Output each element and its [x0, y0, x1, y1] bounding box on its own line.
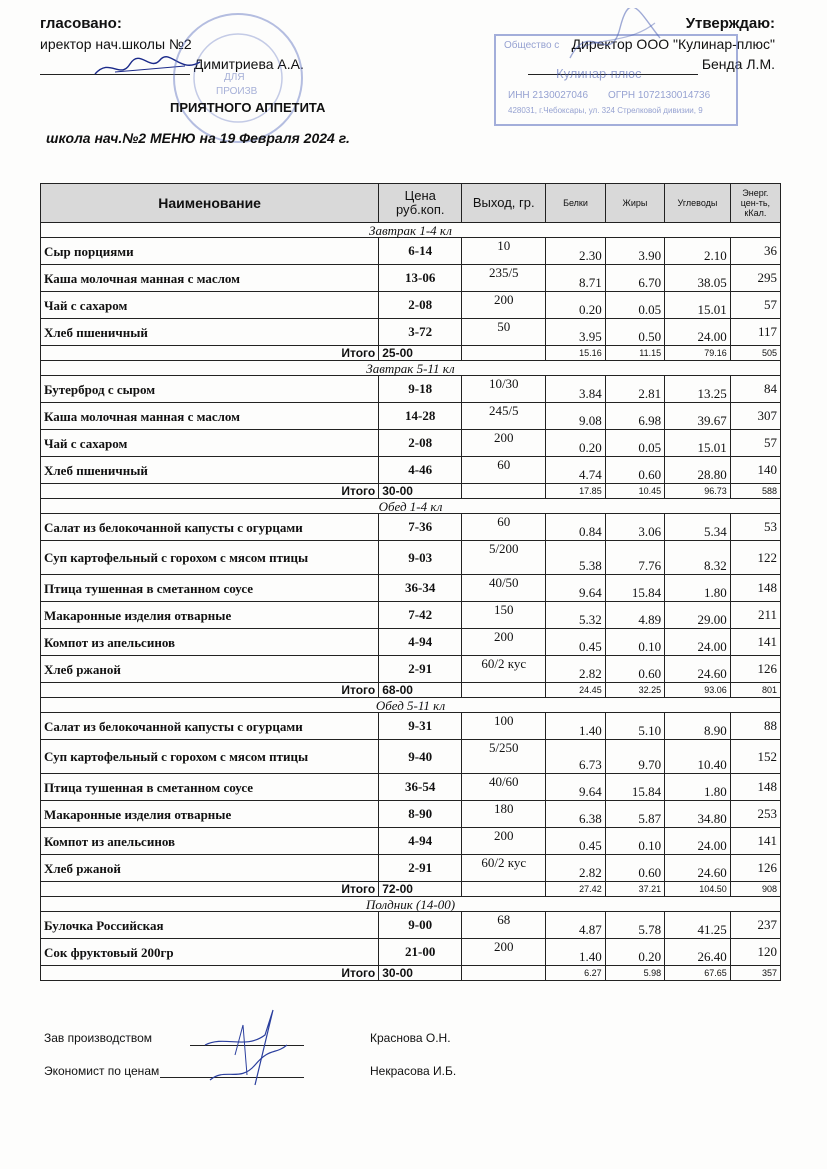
dish-name: Салат из белокочанной капусты с огурцами — [41, 713, 379, 740]
table-row — [41, 265, 781, 292]
dish-fat: 0.10 — [605, 828, 664, 855]
dish-price: 14-28 — [379, 403, 462, 430]
dish-fat: 3.06 — [605, 514, 664, 541]
total-label: Итого — [41, 346, 379, 361]
dish-carbs: 41.25 — [665, 912, 731, 939]
total-yield-empty — [462, 346, 546, 361]
dish-energy: 126 — [730, 656, 780, 683]
total-protein: 27.42 — [546, 882, 605, 897]
total-energy: 505 — [730, 346, 780, 361]
total-row — [41, 484, 781, 499]
total-price: 30-00 — [379, 484, 462, 499]
dish-energy: 295 — [730, 265, 780, 292]
dish-name: Хлеб ржаной — [41, 656, 379, 683]
dish-fat: 5.78 — [605, 912, 664, 939]
footer-name-production: Краснова О.Н. — [370, 1031, 451, 1045]
dish-carbs: 15.01 — [665, 292, 731, 319]
dish-name: Чай с сахаром — [41, 430, 379, 457]
table-row — [41, 403, 781, 430]
dish-price: 2-91 — [379, 656, 462, 683]
dish-fat: 0.10 — [605, 629, 664, 656]
dish-protein: 1.40 — [546, 713, 605, 740]
dish-protein: 2.82 — [546, 855, 605, 882]
total-label: Итого — [41, 484, 379, 499]
dish-carbs: 15.01 — [665, 430, 731, 457]
dish-fat: 3.90 — [605, 238, 664, 265]
total-energy: 908 — [730, 882, 780, 897]
svg-text:ПРОИЗВ: ПРОИЗВ — [216, 86, 258, 97]
dish-carbs: 24.60 — [665, 855, 731, 882]
dish-price: 13-06 — [379, 265, 462, 292]
dish-price: 36-34 — [379, 575, 462, 602]
dish-energy: 126 — [730, 855, 780, 882]
dish-protein: 9.64 — [546, 575, 605, 602]
approved-title: Утверждаю: — [685, 15, 775, 32]
total-carbs: 93.06 — [665, 683, 731, 698]
dish-price: 9-03 — [379, 541, 462, 575]
dish-carbs: 34.80 — [665, 801, 731, 828]
dish-fat: 6.98 — [605, 403, 664, 430]
table-row — [41, 912, 781, 939]
table-row — [41, 319, 781, 346]
dish-protein: 0.20 — [546, 292, 605, 319]
stamp-inn-text: ИНН 2130027046 — [508, 90, 589, 101]
dish-price: 21-00 — [379, 939, 462, 966]
dish-energy: 152 — [730, 740, 780, 774]
dish-carbs: 2.10 — [665, 238, 731, 265]
footer-signatures — [195, 1005, 295, 1090]
dish-energy: 253 — [730, 801, 780, 828]
total-yield-empty — [462, 683, 546, 698]
total-energy: 801 — [730, 683, 780, 698]
total-yield-empty — [462, 966, 546, 981]
dish-yield: 200 — [462, 939, 546, 966]
dish-name: Хлеб пшеничный — [41, 319, 379, 346]
section-title: Завтрак 1-4 кл — [41, 223, 781, 238]
approved-role: Директор ООО "Кулинар-плюс" — [571, 36, 775, 52]
dish-fat: 0.60 — [605, 457, 664, 484]
dish-carbs: 28.80 — [665, 457, 731, 484]
header-price: Цена руб.коп. — [379, 184, 462, 223]
dish-name: Сок фруктовый 200гр — [41, 939, 379, 966]
menu-title: школа нач.№2 МЕНЮ на 19 Февраля 2024 г. — [46, 130, 350, 146]
dish-name: Сыр порциями — [41, 238, 379, 265]
table-row — [41, 629, 781, 656]
dish-carbs: 26.40 — [665, 939, 731, 966]
subtitle: ПРИЯТНОГО АППЕТИТА — [170, 100, 326, 115]
dish-price: 2-08 — [379, 292, 462, 319]
menu-body — [41, 223, 781, 981]
approved-signature-line — [528, 54, 698, 75]
table-row — [41, 828, 781, 855]
total-yield-empty — [462, 484, 546, 499]
dish-carbs: 8.32 — [665, 541, 731, 575]
dish-carbs: 5.34 — [665, 514, 731, 541]
dish-yield: 235/5 — [462, 265, 546, 292]
dish-protein: 0.45 — [546, 828, 605, 855]
dish-fat: 0.50 — [605, 319, 664, 346]
total-carbs: 67.65 — [665, 966, 731, 981]
dish-fat: 0.60 — [605, 855, 664, 882]
dish-protein: 2.30 — [546, 238, 605, 265]
footer-role-production: Зав производством — [44, 1031, 152, 1045]
dish-price: 36-54 — [379, 774, 462, 801]
dish-yield: 150 — [462, 602, 546, 629]
dish-energy: 141 — [730, 629, 780, 656]
dish-protein: 4.74 — [546, 457, 605, 484]
dish-price: 6-14 — [379, 238, 462, 265]
dish-name: Чай с сахаром — [41, 292, 379, 319]
total-fat: 37.21 — [605, 882, 664, 897]
header-yield: Выход, гр. — [462, 184, 546, 223]
total-protein: 6.27 — [546, 966, 605, 981]
dish-carbs: 8.90 — [665, 713, 731, 740]
section-row — [41, 361, 781, 376]
total-row — [41, 683, 781, 698]
dish-name: Суп картофельный с горохом с мясом птицы — [41, 740, 379, 774]
table-row — [41, 376, 781, 403]
total-price: 30-00 — [379, 966, 462, 981]
total-fat: 32.25 — [605, 683, 664, 698]
dish-price: 4-94 — [379, 629, 462, 656]
section-row — [41, 499, 781, 514]
dish-carbs: 24.60 — [665, 656, 731, 683]
dish-name: Каша молочная манная с маслом — [41, 265, 379, 292]
total-label: Итого — [41, 683, 379, 698]
table-row — [41, 514, 781, 541]
dish-price: 4-94 — [379, 828, 462, 855]
dish-protein: 4.87 — [546, 912, 605, 939]
dish-energy: 57 — [730, 430, 780, 457]
dish-carbs: 13.25 — [665, 376, 731, 403]
dish-yield: 5/200 — [462, 541, 546, 575]
dish-protein: 3.84 — [546, 376, 605, 403]
stamp-name-text: Кулинар-плюс — [556, 66, 642, 81]
dish-price: 8-90 — [379, 801, 462, 828]
header-protein: Белки — [546, 184, 605, 223]
section-row — [41, 897, 781, 912]
dish-fat: 15.84 — [605, 774, 664, 801]
table-row — [41, 292, 781, 319]
approval-signature — [90, 52, 210, 82]
dish-energy: 211 — [730, 602, 780, 629]
dish-carbs: 1.80 — [665, 774, 731, 801]
section-title: Обед 1-4 кл — [41, 499, 781, 514]
dish-yield: 245/5 — [462, 403, 546, 430]
total-carbs: 104.50 — [665, 882, 731, 897]
dish-protein: 6.38 — [546, 801, 605, 828]
dish-energy: 122 — [730, 541, 780, 575]
dish-carbs: 29.00 — [665, 602, 731, 629]
dish-name: Бутерброд с сыром — [41, 376, 379, 403]
dish-yield: 60/2 кус — [462, 855, 546, 882]
dish-name: Каша молочная манная с маслом — [41, 403, 379, 430]
table-row — [41, 855, 781, 882]
total-energy: 357 — [730, 966, 780, 981]
section-title: Полдник (14-00) — [41, 897, 781, 912]
total-price: 68-00 — [379, 683, 462, 698]
table-row — [41, 774, 781, 801]
total-fat: 5.98 — [605, 966, 664, 981]
approval-title: гласовано: — [40, 15, 122, 32]
dish-price: 9-18 — [379, 376, 462, 403]
dish-name: Хлеб пшеничный — [41, 457, 379, 484]
dish-energy: 120 — [730, 939, 780, 966]
dish-name: Макаронные изделия отварные — [41, 801, 379, 828]
dish-energy: 140 — [730, 457, 780, 484]
approval-name: Димитриева А.А. — [193, 56, 304, 72]
footer-role-economist: Экономист по ценам — [44, 1064, 160, 1078]
dish-protein: 2.82 — [546, 656, 605, 683]
dish-yield: 180 — [462, 801, 546, 828]
dish-name: Компот из апельсинов — [41, 828, 379, 855]
dish-yield: 200 — [462, 828, 546, 855]
dish-protein: 0.84 — [546, 514, 605, 541]
dish-yield: 60 — [462, 514, 546, 541]
table-row — [41, 713, 781, 740]
table-row — [41, 541, 781, 575]
table-row — [41, 457, 781, 484]
dish-yield: 200 — [462, 629, 546, 656]
dish-yield: 60 — [462, 457, 546, 484]
approval-role: иректор нач.школы №2 — [40, 36, 192, 52]
header-fat: Жиры — [605, 184, 664, 223]
total-price: 25-00 — [379, 346, 462, 361]
dish-price: 2-08 — [379, 430, 462, 457]
dish-yield: 10 — [462, 238, 546, 265]
dish-energy: 36 — [730, 238, 780, 265]
total-protein: 17.85 — [546, 484, 605, 499]
total-carbs: 96.73 — [665, 484, 731, 499]
dish-yield: 5/250 — [462, 740, 546, 774]
dish-fat: 7.76 — [605, 541, 664, 575]
dish-name: Суп картофельный с горохом с мясом птицы — [41, 541, 379, 575]
dish-energy: 117 — [730, 319, 780, 346]
dish-protein: 9.08 — [546, 403, 605, 430]
table-row — [41, 939, 781, 966]
dish-protein: 1.40 — [546, 939, 605, 966]
table-header-row — [41, 184, 781, 223]
stamp-ogrn-text: ОГРН 1072130014736 — [608, 90, 711, 101]
dish-energy: 237 — [730, 912, 780, 939]
total-protein: 15.16 — [546, 346, 605, 361]
section-row — [41, 223, 781, 238]
dish-name: Хлеб ржаной — [41, 855, 379, 882]
dish-energy: 148 — [730, 774, 780, 801]
table-row — [41, 575, 781, 602]
dish-yield: 60/2 кус — [462, 656, 546, 683]
dish-carbs: 10.40 — [665, 740, 731, 774]
dish-protein: 5.38 — [546, 541, 605, 575]
total-row — [41, 966, 781, 981]
approved-block — [528, 14, 775, 75]
dish-fat: 9.70 — [605, 740, 664, 774]
dish-energy: 141 — [730, 828, 780, 855]
dish-energy: 307 — [730, 403, 780, 430]
dish-name: Салат из белокочанной капусты с огурцами — [41, 514, 379, 541]
stamp-round-text: ДЛЯ — [224, 72, 245, 83]
dish-carbs: 24.00 — [665, 828, 731, 855]
dish-name: Компот из апельсинов — [41, 629, 379, 656]
dish-name: Птица тушенная в сметанном соусе — [41, 575, 379, 602]
total-fat: 11.15 — [605, 346, 664, 361]
stamp-address-text: 428031, г.Чебоксары, ул. 324 Стрелковой дивизии, 9 — [508, 106, 703, 115]
dish-name: Макаронные изделия отварные — [41, 602, 379, 629]
dish-price: 3-72 — [379, 319, 462, 346]
dish-fat: 0.20 — [605, 939, 664, 966]
dish-energy: 57 — [730, 292, 780, 319]
table-row — [41, 801, 781, 828]
dish-carbs: 24.00 — [665, 629, 731, 656]
total-energy: 588 — [730, 484, 780, 499]
dish-yield: 40/50 — [462, 575, 546, 602]
section-title: Обед 5-11 кл — [41, 698, 781, 713]
dish-fat: 0.05 — [605, 292, 664, 319]
total-label: Итого — [41, 882, 379, 897]
dish-price: 7-36 — [379, 514, 462, 541]
dish-protein: 3.95 — [546, 319, 605, 346]
total-fat: 10.45 — [605, 484, 664, 499]
dish-protein: 6.73 — [546, 740, 605, 774]
dish-protein: 0.45 — [546, 629, 605, 656]
dish-energy: 148 — [730, 575, 780, 602]
dish-price: 2-91 — [379, 855, 462, 882]
dish-price: 9-40 — [379, 740, 462, 774]
dish-yield: 200 — [462, 292, 546, 319]
dish-yield: 100 — [462, 713, 546, 740]
dish-protein: 5.32 — [546, 602, 605, 629]
dish-fat: 6.70 — [605, 265, 664, 292]
table-row — [41, 238, 781, 265]
total-price: 72-00 — [379, 882, 462, 897]
dish-protein: 0.20 — [546, 430, 605, 457]
dish-yield: 200 — [462, 430, 546, 457]
total-label: Итого — [41, 966, 379, 981]
dish-fat: 5.87 — [605, 801, 664, 828]
dish-protein: 9.64 — [546, 774, 605, 801]
total-yield-empty — [462, 882, 546, 897]
dish-yield: 50 — [462, 319, 546, 346]
dish-name: Булочка Российская — [41, 912, 379, 939]
section-row — [41, 698, 781, 713]
header-carbs: Углеводы — [665, 184, 731, 223]
dish-carbs: 38.05 — [665, 265, 731, 292]
total-protein: 24.45 — [546, 683, 605, 698]
dish-yield: 40/60 — [462, 774, 546, 801]
total-row — [41, 882, 781, 897]
dish-yield: 10/30 — [462, 376, 546, 403]
dish-fat: 5.10 — [605, 713, 664, 740]
dish-carbs: 39.67 — [665, 403, 731, 430]
dish-energy: 88 — [730, 713, 780, 740]
dish-energy: 53 — [730, 514, 780, 541]
dish-price: 7-42 — [379, 602, 462, 629]
total-row — [41, 346, 781, 361]
table-row — [41, 602, 781, 629]
section-title: Завтрак 5-11 кл — [41, 361, 781, 376]
table-row — [41, 656, 781, 683]
approved-name: Бенда Л.М. — [701, 56, 775, 72]
dish-fat: 15.84 — [605, 575, 664, 602]
dish-name: Птица тушенная в сметанном соусе — [41, 774, 379, 801]
header-energy: Энерг. цен-ть, кКал. — [730, 184, 780, 223]
menu-table — [40, 183, 781, 981]
header-name: Наименование — [41, 184, 379, 223]
dish-fat: 2.81 — [605, 376, 664, 403]
dish-fat: 4.89 — [605, 602, 664, 629]
dish-yield: 68 — [462, 912, 546, 939]
dish-price: 4-46 — [379, 457, 462, 484]
dish-fat: 0.05 — [605, 430, 664, 457]
stamp-org-text: Общество с — [504, 40, 560, 51]
total-carbs: 79.16 — [665, 346, 731, 361]
dish-price: 9-31 — [379, 713, 462, 740]
dish-fat: 0.60 — [605, 656, 664, 683]
dish-price: 9-00 — [379, 912, 462, 939]
dish-carbs: 1.80 — [665, 575, 731, 602]
table-row — [41, 740, 781, 774]
dish-energy: 84 — [730, 376, 780, 403]
footer-name-economist: Некрасова И.Б. — [370, 1064, 457, 1078]
table-row — [41, 430, 781, 457]
dish-protein: 8.71 — [546, 265, 605, 292]
dish-carbs: 24.00 — [665, 319, 731, 346]
